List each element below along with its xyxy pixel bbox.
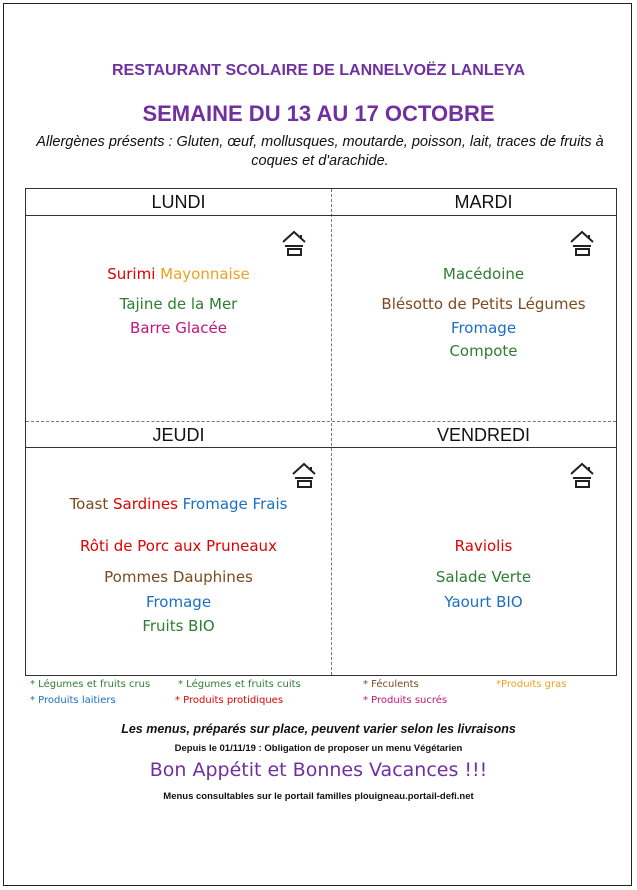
house-icon (569, 461, 595, 489)
menu-item: Compote (449, 342, 518, 360)
greeting: Bon Appétit et Bonnes Vacances !!! (149, 759, 488, 781)
house-icon (291, 461, 317, 489)
menu-grid (25, 188, 617, 676)
legend-item: * Produits protidiques (175, 695, 284, 706)
day-monday: LUNDI (151, 192, 206, 212)
menus-note: Les menus, préparés sur place, peuvent varier selon les livraisons (121, 722, 516, 736)
week-row-divider (26, 421, 616, 422)
menu-item: Fromage (450, 319, 517, 337)
house-icon (281, 229, 307, 257)
menu-item: Tajine de la Mer (119, 295, 238, 313)
menu-item: Mayonnaise (160, 265, 250, 283)
menu-item: Fromage Frais (182, 495, 288, 513)
menu-item: Macédoine (442, 265, 525, 283)
menu-item: Yaourt BIO (444, 593, 523, 611)
menu-item: Toast (69, 495, 109, 513)
menu-item-line (26, 265, 331, 283)
header-row-divider (26, 215, 616, 216)
menu-item: Blésotto de Petits Légumes (381, 295, 586, 313)
menu-item: Fruits BIO (142, 617, 215, 635)
portal-note: Menus consultables sur le portail familles plouigneau.portail-defi.net (163, 791, 474, 802)
header-row-divider-2 (26, 447, 616, 448)
day-friday: VENDREDI (436, 425, 530, 445)
legend-item: * Légumes et fruits cuits (178, 679, 301, 690)
day-tuesday: MARDI (454, 192, 513, 212)
menu-item: Raviolis (454, 537, 513, 555)
vegetarian-note: Depuis le 01/11/19 : Obligation de proposer un menu Végétarien (174, 743, 463, 754)
legend-item: * Produits sucrés (363, 695, 448, 706)
menu-item: Sardines (113, 495, 178, 513)
menu-item: Pommes Dauphines (104, 568, 253, 586)
legend-item: * Féculents (363, 679, 419, 690)
allergens-note: Allergènes présents : Gluten, œuf, mollusques, moutarde, poisson, lait, traces de fruits à coques et d'arachide. (36, 134, 604, 169)
legend-item: *Produits gras (496, 679, 567, 690)
day-thursday: JEUDI (152, 425, 205, 445)
legend-item: * Produits laitiers (30, 695, 116, 706)
week-title: SEMAINE DU 13 AU 17 OCTOBRE (142, 101, 495, 126)
menu-item-line (26, 495, 331, 513)
legend-item: * Légumes et fruits crus (30, 679, 151, 690)
menu-item: Rôti de Porc aux Pruneaux (80, 537, 277, 555)
menu-item: Barre Glacée (130, 319, 227, 337)
restaurant-title: RESTAURANT SCOLAIRE DE LANNELVOËZ LANLEYA (111, 62, 526, 79)
house-icon (569, 229, 595, 257)
menu-item: Salade Verte (435, 568, 532, 586)
menu-item: Surimi (107, 265, 156, 283)
menu-item: Fromage (145, 593, 212, 611)
